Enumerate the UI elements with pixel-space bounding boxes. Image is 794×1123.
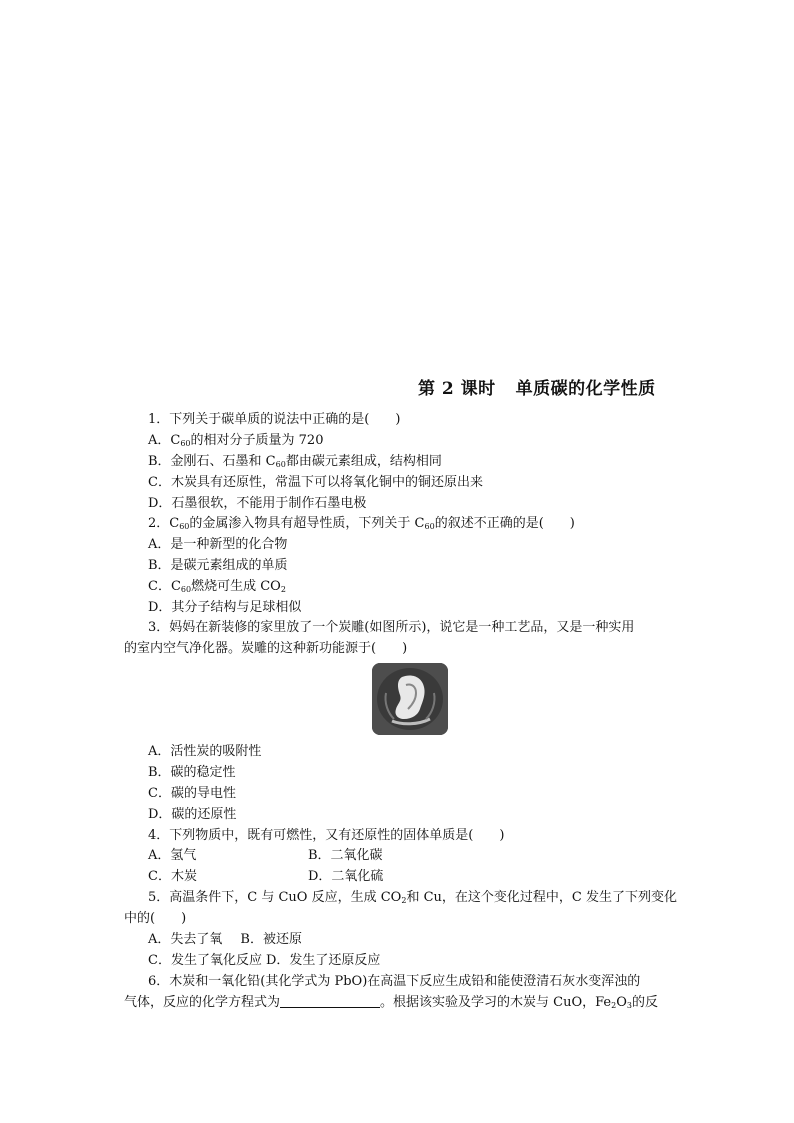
question-1-option-d: D．石墨很软，不能用于制作石墨电极 (148, 496, 367, 511)
lesson-number: 第 2 课时 (418, 379, 496, 399)
question-4-option-d: D．二氧化硫 (308, 869, 384, 884)
question-2-option-a: A．是一种新型的化合物 (148, 537, 288, 552)
lesson-title (418, 374, 656, 399)
question-5-option-c: C．发生了氧化反应 (148, 953, 262, 968)
question-2-stem: 2．$C_{60}$的金属渗入物具有超导性质，下列关于 $C_{60}$的叙述不正确的是( ) (148, 516, 575, 531)
question-1-option-c: C．木炭具有还原性，常温下可以将氧化铜中的铜还原出来 (148, 475, 483, 490)
question-5-options-ab (148, 930, 302, 950)
question-2-option-d: D．其分子结构与足球相似 (148, 600, 302, 615)
question-4-options-ab (148, 846, 383, 866)
question-3-option-c: C．碳的导电性 (148, 786, 236, 801)
carbon-carving-image (372, 663, 448, 735)
question-3-stem-line-2: 的室内空气净化器。炭雕的这种新功能源于( ) (124, 641, 408, 656)
question-6-stem-line-1: 6．木炭和一氧化铅(其化学式为 PbO)在高温下反应生成铅和能使澄清石灰水变浑浊的 (148, 974, 641, 989)
question-5-options-cd (148, 951, 380, 971)
question-1-stem: 1．下列关于碳单质的说法中正确的是( ) (148, 412, 401, 427)
question-2-option-b: B．是碳元素组成的单质 (148, 558, 288, 573)
question-3-stem-line-1: 3．妈妈在新装修的家里放了一个炭雕(如图所示)，说它是一种工艺品，又是一种实用 (148, 620, 635, 635)
question-5-stem-line-2: 中的( ) (124, 911, 187, 926)
question-1-option-b: B．金刚石、石墨和 $C_{60}$都由碳元素组成，结构相同 (148, 454, 442, 469)
question-1-option-a: A．$C_{60}$的相对分子质量为 720 (148, 433, 324, 448)
question-3-option-d: D．碳的还原性 (148, 807, 237, 822)
question-5-option-a: A．失去了氧 (148, 932, 223, 947)
answer-blank[interactable] (280, 993, 380, 1008)
question-5-option-d: D．发生了还原反应 (265, 953, 381, 968)
question-6-stem-line-2: 气体，反应的化学方程式为 。根据该实验及学习的木炭与 CuO，$Fe_2O_3$的反 (124, 995, 659, 1010)
question-4-option-a: A．氢气 (148, 848, 197, 863)
question-4-stem: 4．下列物质中，既有可燃性，又有还原性的固体单质是( ) (148, 828, 505, 843)
lesson-topic: 单质碳的化学性质 (515, 379, 656, 399)
question-3-option-b: B．碳的稳定性 (148, 765, 236, 780)
question-4-options-cd (148, 867, 383, 887)
question-4-option-c: C．木炭 (148, 869, 197, 884)
question-3-option-a: A．活性炭的吸附性 (148, 744, 262, 759)
question-5-option-b: B．被还原 (240, 932, 302, 947)
question-2-option-c: C．$C_{60}$燃烧可生成 $CO_2$ (148, 579, 286, 594)
question-5-stem-line-1: 5．高温条件下，C 与 CuO 反应，生成 $CO_2$和 Cu，在这个变化过程中，C 发生了下列变化 (148, 890, 677, 905)
question-4-option-b: B．二氧化碳 (308, 848, 383, 863)
